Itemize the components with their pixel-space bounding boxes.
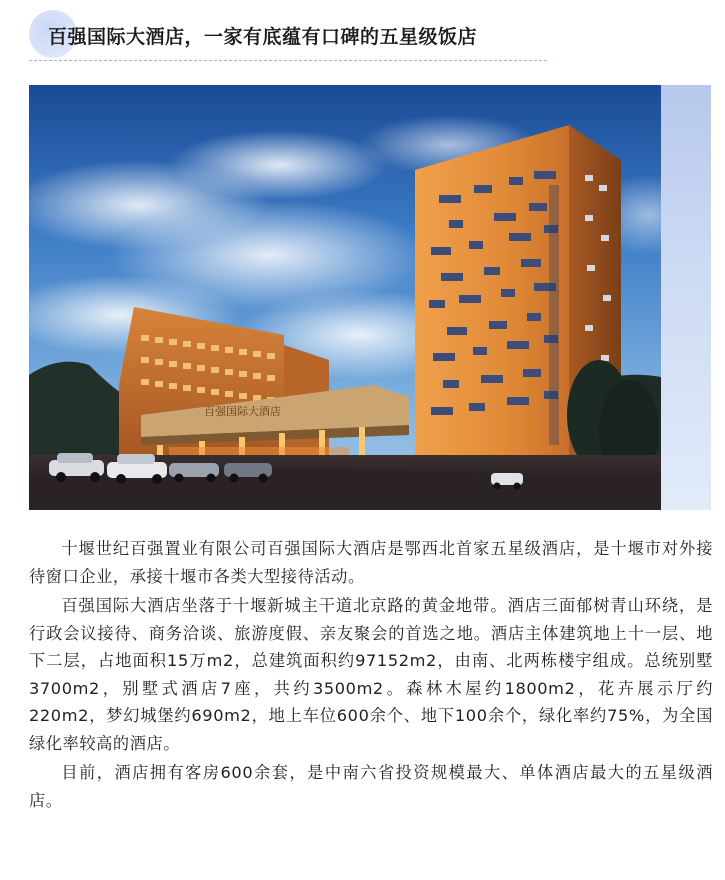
article-body	[29, 535, 713, 816]
article-paragraph-1: 十堰世纪百强置业有限公司百强国际大酒店是鄂西北首家五星级酒店，是十堰市对外接待窗口企业，承接十堰市各类大型接待活动。	[29, 539, 713, 586]
hotel-sign-text: 百强国际大酒店	[204, 405, 281, 418]
article-paragraph-2: 百强国际大酒店坐落于十堰新城主干道北京路的黄金地带。酒店三面郁树青山环绕，是行政会议接待、商务洽谈、旅游度假、亲友聚会的首选之地。酒店主体建筑地上十一层、地下二层，占地面积15万m2，总建筑面积约97152m2，由南、北两栋楼宇组成。总统别墅3700m2，别墅式酒店7座，共约3500m2。森林木屋约1800m2，花卉展示厅约220m2，梦幻城堡约690m2，地上车位600余个、地下100余个，绿化率约75%，为全国绿化率较高的酒店。	[29, 596, 713, 753]
page-title: 百强国际大酒店，一家有底蕴有口碑的五星级饭店	[48, 26, 478, 48]
hotel-building-photo-icon	[29, 85, 661, 510]
article-paragraph-3: 目前，酒店拥有客房600余套，是中南六省投资规模最大、单体酒店最大的五星级酒店。	[29, 763, 713, 810]
hotel-photo	[29, 85, 661, 510]
section-header	[29, 10, 549, 62]
header-dashed-divider	[29, 60, 547, 61]
photo-accent-panel	[661, 85, 711, 510]
